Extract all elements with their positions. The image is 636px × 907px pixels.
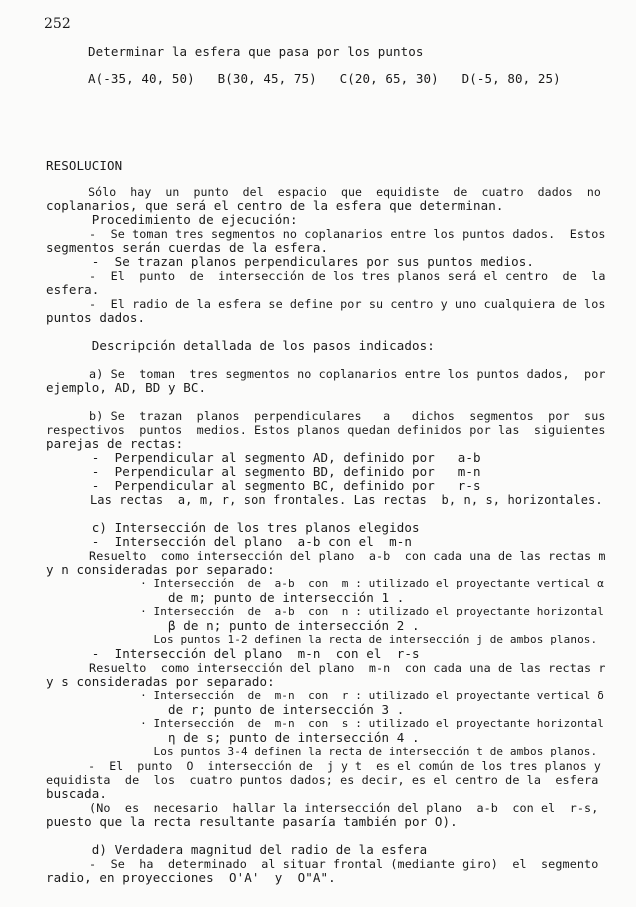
text-line: - El radio de la esfera se define por su centro y uno cualquiera de los [46,297,606,311]
text-line: Los puntos 1-2 definen la recta de intersección j de ambos planos. [46,633,598,646]
text-line: - Perpendicular al segmento BC, definido por r-s [46,478,481,493]
text-line: equidista de los cuatro puntos dados; es decir, es el centro de la esfera [46,773,599,787]
text-line: puntos dados. [46,310,146,325]
text-line: Resuelto como intersección del plano m-n con cada una de las rectas r [46,661,606,675]
text-line: coplanarios, que será el centro de la esfera que determinan. [46,198,504,213]
text-line: - Se ha determinado al situar frontal (mediante giro) el segmento [46,857,599,871]
text-line: Sólo hay un punto del espacio que equidiste de cuatro dados no [46,185,601,199]
text-line: puesto que la recta resultante pasaría también por O). [46,814,458,829]
text-line: d) Verdadera magnitud del radio de la esfera [46,842,428,857]
text-line: Resuelto como intersección del plano a-b con cada una de las rectas m [46,549,606,563]
text-line: - Intersección del plano m-n con el r-s [46,646,420,661]
text-line: η de s; punto de intersección 4 . [46,730,420,745]
text-line: - Se trazan planos perpendiculares por sus puntos medios. [46,254,535,269]
text-line: (No es necesario hallar la intersección del plano a-b con el r-s, [46,801,599,815]
problem-points: A(-35, 40, 50) B(30, 45, 75) C(20, 65, 30) D(-5, 80, 25) [88,71,561,86]
text-line: Los puntos 3-4 definen la recta de intersección t de ambos planos. [46,745,598,758]
text-line: - Perpendicular al segmento BD, definido por m-n [46,464,481,479]
text-line: β de n; punto de intersección 2 . [46,618,420,633]
text-line: · Intersección de a-b con n : utilizado el proyectante horizontal [46,605,604,618]
text-line: radio, en proyecciones O'A' y O"A". [46,870,336,885]
page-number: 252 [44,16,71,32]
text-line: segmentos serán cuerdas de la esfera. [46,240,329,255]
text-line: - Se toman tres segmentos no coplanarios entre los puntos dados. Estos [46,227,606,241]
text-line: - El punto de intersección de los tres planos será el centro de la [46,269,606,283]
text-line: Las rectas a, m, r, son frontales. Las rectas b, n, s, horizontales. [46,493,603,507]
text-line: respectivos puntos medios. Estos planos quedan definidos por las siguientes [46,423,606,437]
text-line: y n consideradas por separado: [46,562,275,577]
text-line: Procedimiento de ejecución: [46,212,298,227]
text-line: - El punto O intersección de j y t es el común de los tres planos y [46,759,601,773]
text-line: - Perpendicular al segmento AD, definido por a-b [46,450,481,465]
text-line: a) Se toman tres segmentos no coplanarios entre los puntos dados, por [46,367,606,381]
text-line: - Intersección del plano a-b con el m-n [46,534,413,549]
text-line: Descripción detallada de los pasos indicados: [46,338,435,353]
problem-statement: Determinar la esfera que pasa por los puntos [88,44,424,59]
text-line: b) Se trazan planos perpendiculares a dichos segmentos por sus [46,409,606,423]
text-line: de r; punto de intersección 3 . [46,702,405,717]
text-line: y s consideradas por separado: [46,674,275,689]
text-line: buscada. [46,786,108,801]
text-line: ejemplo, AD, BD y BC. [46,380,207,395]
text-line: esfera. [46,282,100,297]
text-line: · Intersección de a-b con m : utilizado el proyectante vertical α [46,577,604,590]
text-line: de m; punto de intersección 1 . [46,590,405,605]
text-line: c) Intersección de los tres planos elegidos [46,520,420,535]
text-line: · Intersección de m-n con r : utilizado el proyectante vertical δ [46,689,604,702]
text-line: · Intersección de m-n con s : utilizado el proyectante horizontal [46,717,604,730]
text-line: parejas de rectas: [46,436,184,451]
heading-resolucion: RESOLUCION [46,158,123,173]
